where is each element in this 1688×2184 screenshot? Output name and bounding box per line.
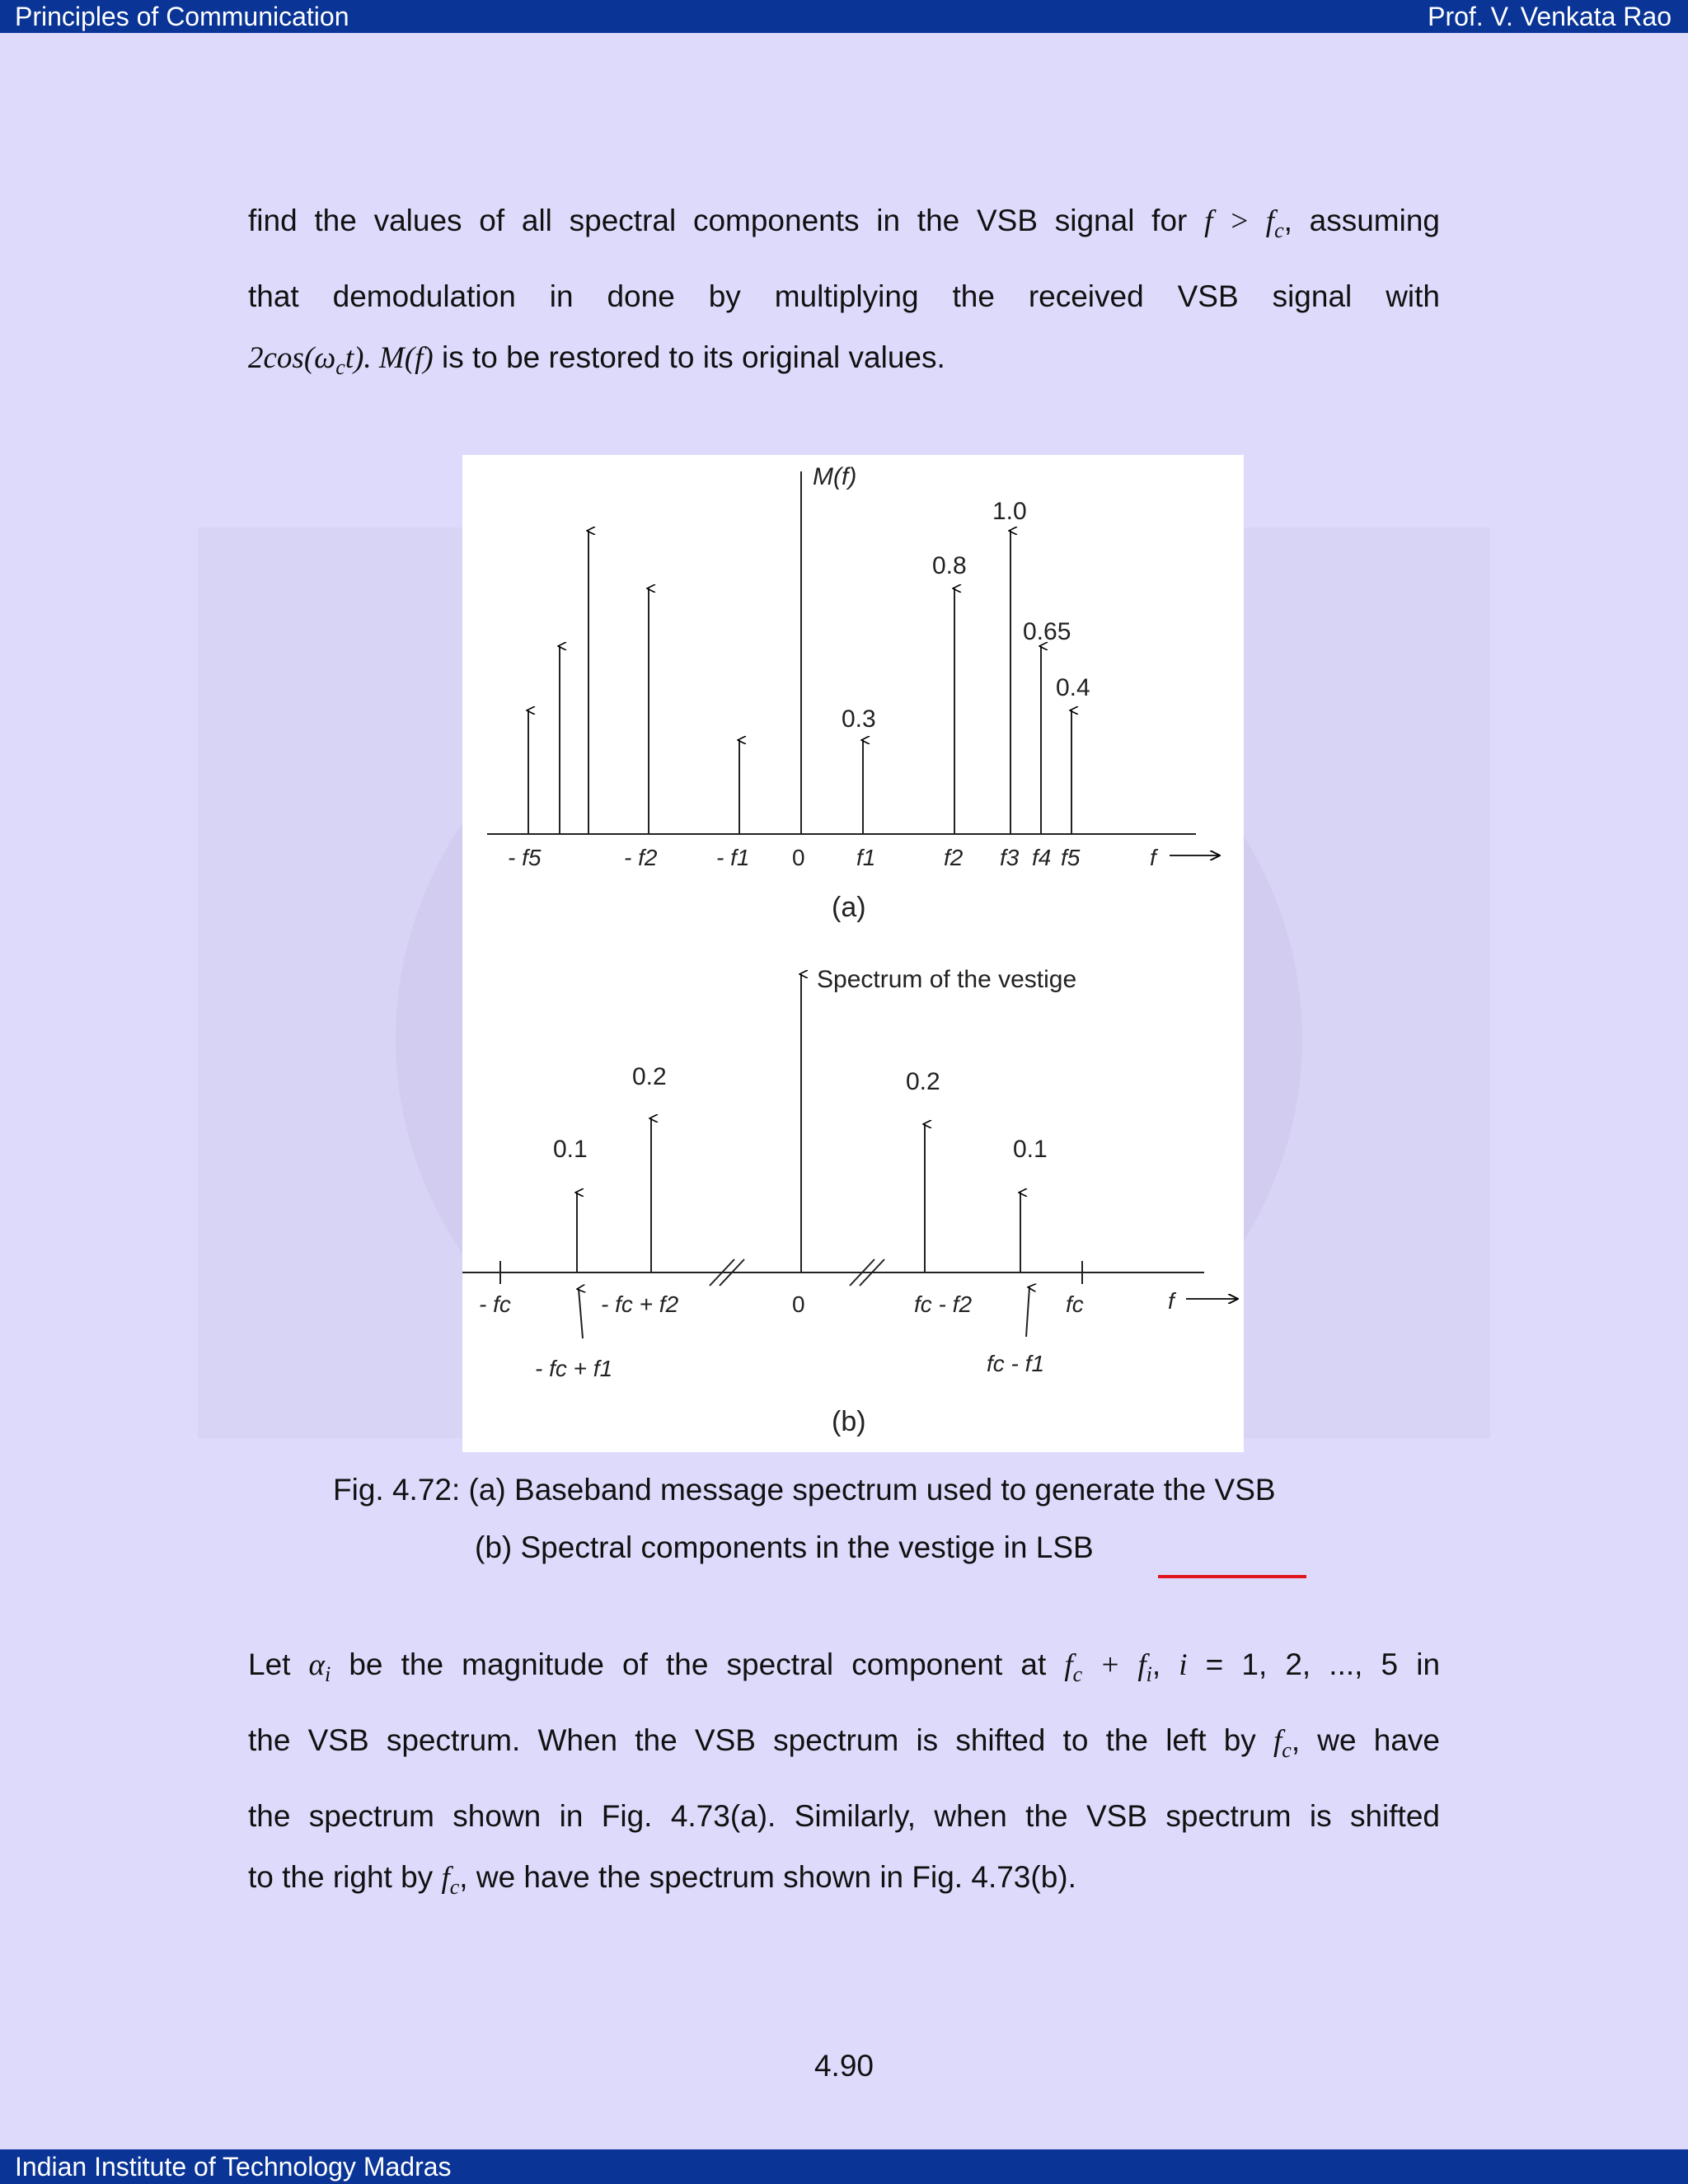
body-paragraph [248,1632,1440,1920]
body-text: , we have the spectrum shown in Fig. 4.73(b). [459,1860,1076,1894]
math-inline: 2cos(ω [248,341,336,375]
tick-neg-fc-plus-f2: - fc + f2 [601,1291,679,1317]
spectrum-diagram [462,455,1244,1452]
tick-neg-fc: - fc [479,1291,511,1317]
figure-4-72 [462,455,1244,1452]
math-inline: f [1064,1648,1073,1682]
intro-text: find the values of all spectral components in the VSB signal for [248,204,1205,237]
tick-fc: fc [1066,1291,1084,1317]
panel-a-label: (a) [832,892,866,923]
footer-institution: Indian Institute of Technology Madras [15,2152,452,2182]
vestige-label-0.1-right: 0.1 [1013,1136,1048,1163]
label-0.8: 0.8 [932,552,967,579]
header-title: Principles of Communication [15,2,349,31]
label-0.3: 0.3 [842,705,876,733]
header-bar [0,0,1688,33]
red-underline [1158,1575,1306,1578]
tick-neg-f5: - f5 [508,845,542,870]
intro-text: that demodulation in done by multiplying the received VSB signal with [248,279,1440,313]
vestige-label-0.1-left: 0.1 [553,1136,588,1163]
tick-f5: f5 [1061,845,1081,870]
caption-line-1: Fig. 4.72: (a) Baseband message spectrum used to generate the VSB [333,1473,1276,1507]
label-fc-minus-f1: fc - f1 [987,1351,1045,1376]
math-inline: f [441,1861,450,1895]
vestige-label-0.2-left: 0.2 [632,1063,667,1090]
label-0.65: 0.65 [1023,618,1071,645]
math-inline: f [1273,1724,1282,1758]
tick-neg-f2: - f2 [624,845,658,870]
header-author: Prof. V. Venkata Rao [1428,2,1672,31]
math-sub: c [449,1875,460,1899]
panel-b-label: (b) [832,1406,866,1437]
axis-a-label: f [1150,845,1156,870]
caption-line-2: (b) Spectral components in the vestige in LSB [475,1530,1094,1564]
math-sub: c [1282,1738,1292,1762]
vestige-title: Spectrum of the vestige [817,966,1077,993]
math-sub: i [324,1662,331,1686]
math-sub: c [1072,1662,1083,1686]
math-inline: α [308,1648,325,1682]
label-neg-fc-plus-f1: - fc + f1 [535,1356,613,1381]
tick-zero-b: 0 [792,1291,805,1317]
pointer-neg-fc-plus-f1 [579,1289,583,1338]
tick-zero: 0 [792,845,805,870]
math-inline: + f [1082,1648,1146,1682]
label-1.0: 1.0 [992,498,1027,525]
body-text: to the right by [248,1860,442,1894]
intro-text: , assuming [1283,204,1440,237]
tick-f3: f3 [1000,845,1020,870]
math-sub: i [1146,1662,1152,1686]
axis-a-title: M(f) [813,463,857,490]
tick-fc-minus-f2: fc - f2 [914,1291,973,1317]
math-sub: c [1274,218,1284,242]
tick-f1: f1 [856,845,876,870]
intro-paragraph [248,188,1440,401]
math-sub: c [335,355,345,379]
intro-text: is to be restored to its original values. [433,340,945,374]
label-0.4: 0.4 [1056,674,1090,701]
tick-f4: f4 [1032,845,1052,870]
page-number: 4.90 [814,2049,874,2083]
body-text: , [1151,1647,1179,1681]
body-text: the spectrum shown in Fig. 4.73(a). Similarly, when the VSB spectrum is shifted [248,1799,1440,1833]
tick-neg-f1: - f1 [716,845,750,870]
vestige-label-0.2-right: 0.2 [906,1068,940,1095]
footer-bar [0,2149,1688,2184]
tick-f2: f2 [944,845,964,870]
body-text: be the magnitude of the spectral component at [331,1647,1065,1681]
math-inline: f > f [1204,204,1275,238]
body-text: the VSB spectrum. When the VSB spectrum is shifted to the left by [248,1723,1273,1757]
axis-b-label: f [1168,1288,1175,1314]
body-text: = 1, 2, ..., 5 in [1187,1647,1441,1681]
body-text: Let [248,1647,309,1681]
body-text: , we have [1291,1723,1440,1757]
math-inline: i [1179,1648,1188,1682]
math-inline: t). M(f) [345,341,434,375]
pointer-fc-minus-f1 [1026,1287,1029,1337]
